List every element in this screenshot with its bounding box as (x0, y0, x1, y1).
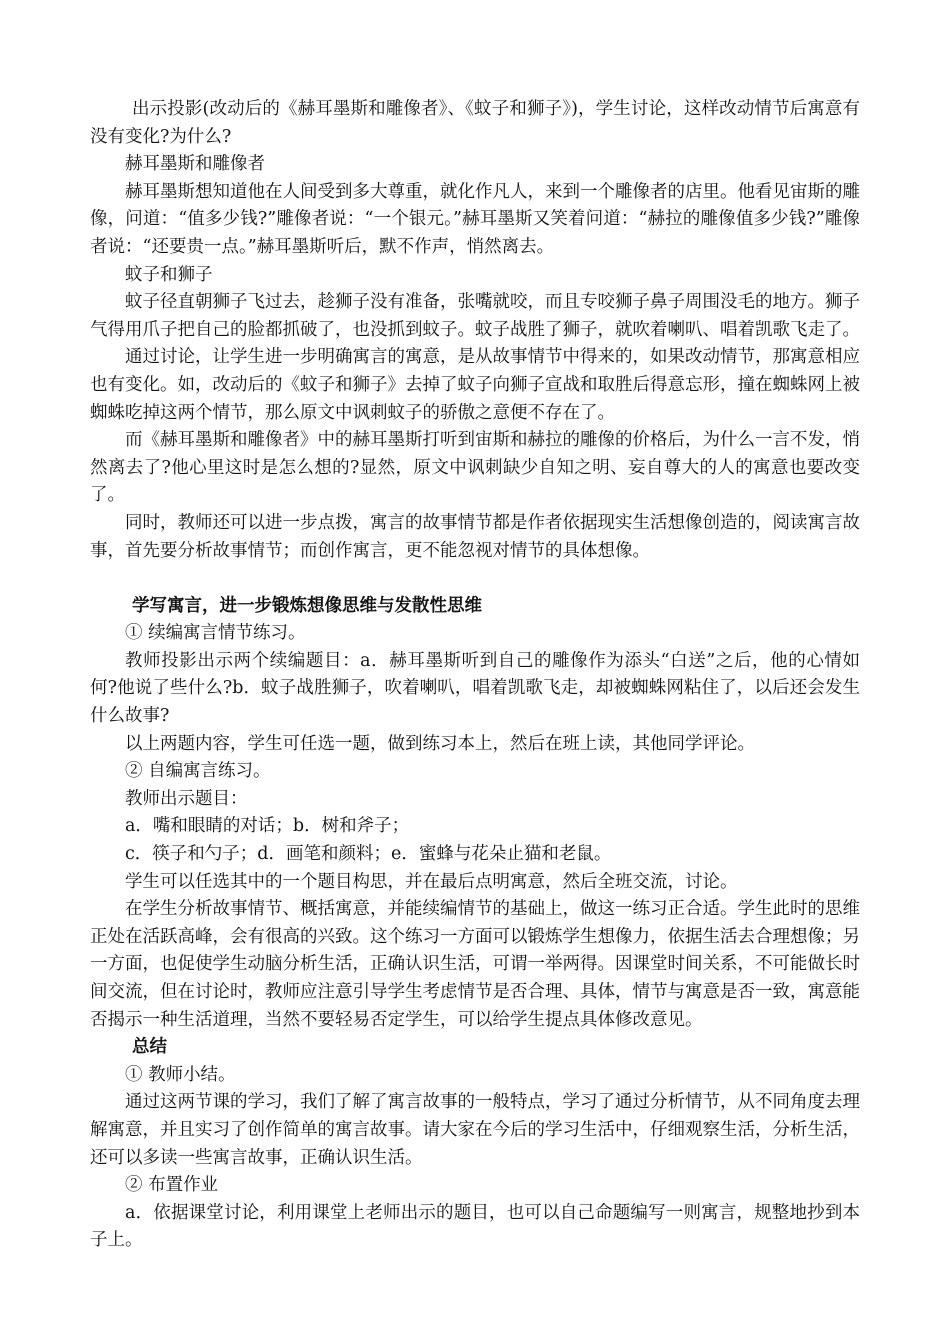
item-homework: ② 布置作业 (125, 1175, 219, 1196)
document-page (90, 96, 860, 1255)
paragraph-student-choice: 学生可以任选其中的一个题目构思，并在最后点明寓意，然后全班交流，讨论。 (125, 871, 738, 892)
paragraph-summary-text: 通过这两节课的学习，我们了解了寓言故事的一般特点，学习了通过分析情节，从不同角度去理解寓意，并且实习了创作简单的寓言故事。请大家在今后的学习生活中，仔细观察生活，分析生活，还可以多读一些寓言故事，正确认识生活。 (90, 1092, 860, 1168)
paragraph-continue-prompts: 教师投影出示两个续编题目：a．赫耳墨斯听到自己的雕像作为添头“白送”之后，他的心情如何?他说了些什么?b．蚊子战胜狮子，吹着喇叭，唱着凯歌飞走，却被蜘蛛网粘住了，以后还会发生什么故事? (90, 650, 860, 727)
section-heading-writing: 学写寓言，进一步锻炼想像思维与发散性思维 (132, 595, 482, 616)
item-self-write: ② 自编寓言练习。 (125, 761, 271, 782)
paragraph-topics-ab: a．嘴和眼睛的对话；b．树和斧子； (125, 816, 410, 837)
fable-text-mosquito: 蚊子径直朝狮子飞过去，趁狮子没有准备，张嘴就咬，而且专咬狮子鼻子周围没毛的地方。狮子气得用爪子把自己的脸都抓破了，也没抓到蚊子。蚊子战胜了狮子，就吹着喇叭、唱着凯歌飞走了。 (90, 292, 860, 340)
item-continue-plot: ① 续编寓言情节练习。 (125, 623, 306, 644)
fable-text-hermes: 赫耳墨斯想知道他在人间受到多大尊重，就化作凡人，来到一个雕像者的店里。他看见宙斯的雕像，问道：“值多少钱?”雕像者说：“一个银元。”赫耳墨斯又笑着问道：“赫拉的雕像值多少钱?”雕像者说：“还要贵一点。”赫耳墨斯听后，默不作声，悄然离去。 (90, 181, 860, 257)
fable-title-mosquito: 蚊子和狮子 (125, 264, 213, 285)
paragraph-projection-intro: 出示投影(改动后的《赫耳墨斯和雕像者》、《蚊子和狮子》)，学生讨论，这样改动情节后寓意有没有变化?为什么? (90, 99, 860, 147)
section-heading-summary: 总结 (132, 1037, 167, 1058)
section-gap (90, 565, 860, 593)
paragraph-teacher-guidance: 同时，教师还可以进一步点拨，寓言的故事情节都是作者依据现实生活想像创造的，阅读寓言故事，首先要分析故事情节；而创作寓言，更不能忽视对情节的具体想像。 (90, 512, 860, 561)
item-teacher-summary: ① 教师小结。 (125, 1064, 236, 1085)
paragraph-homework-a: a．依据课堂讨论，利用课堂上老师出示的题目，也可以自己命题编写一则寓言，规整地抄到本子上。 (90, 1202, 860, 1251)
fable-title-hermes: 赫耳墨斯和雕像者 (125, 154, 265, 175)
paragraph-hermes-analysis: 而《赫耳墨斯和雕像者》中的赫耳墨斯打听到宙斯和赫拉的雕像的价格后，为什么一言不发，悄然离去了?他心里这时是怎么想的?显然，原文中讽刺缺少自知之明、妄自尊大的人的寓意也要改变了。 (90, 430, 860, 506)
paragraph-topics-cde: c．筷子和勺子；d．画笔和颜料；e．蜜蜂与花朵止猫和老鼠。 (125, 844, 612, 865)
paragraph-choose-one: 以上两题内容，学生可任选一题，做到练习本上，然后在班上读，其他同学评论。 (125, 733, 755, 754)
paragraph-discussion: 通过讨论，让学生进一步明确寓言的寓意，是从故事情节中得来的，如果改动情节，那寓意相应也有变化。如，改动后的《蚊子和狮子》去掉了蚊子向狮子宣战和取胜后得意忘形，撞在蜘蛛网上被蜘蛛吃掉这两个情节，那么原文中讽刺蚊子的骄傲之意便不存在了。 (90, 347, 860, 423)
paragraph-practice-rationale: 在学生分析故事情节、概括寓意，并能续编情节的基础上，做这一练习正合适。学生此时的思维正处在活跃高峰，会有很高的兴致。这个练习一方面可以锻炼学生想像力，依据生活去合理想像；另一方面，也促使学生动脑分析生活，正确认识生活，可谓一举两得。因课堂时间关系，不可能做长时间交流，但在讨论时，教师应注意引导学生考虑情节是否合理、具体，情节与寓意是否一致，寓意能否揭示一种生活道理，当然不要轻易否定学生，可以给学生提点具体修改意见。 (90, 899, 860, 1030)
paragraph-topics-intro: 教师出示题目： (125, 788, 248, 809)
